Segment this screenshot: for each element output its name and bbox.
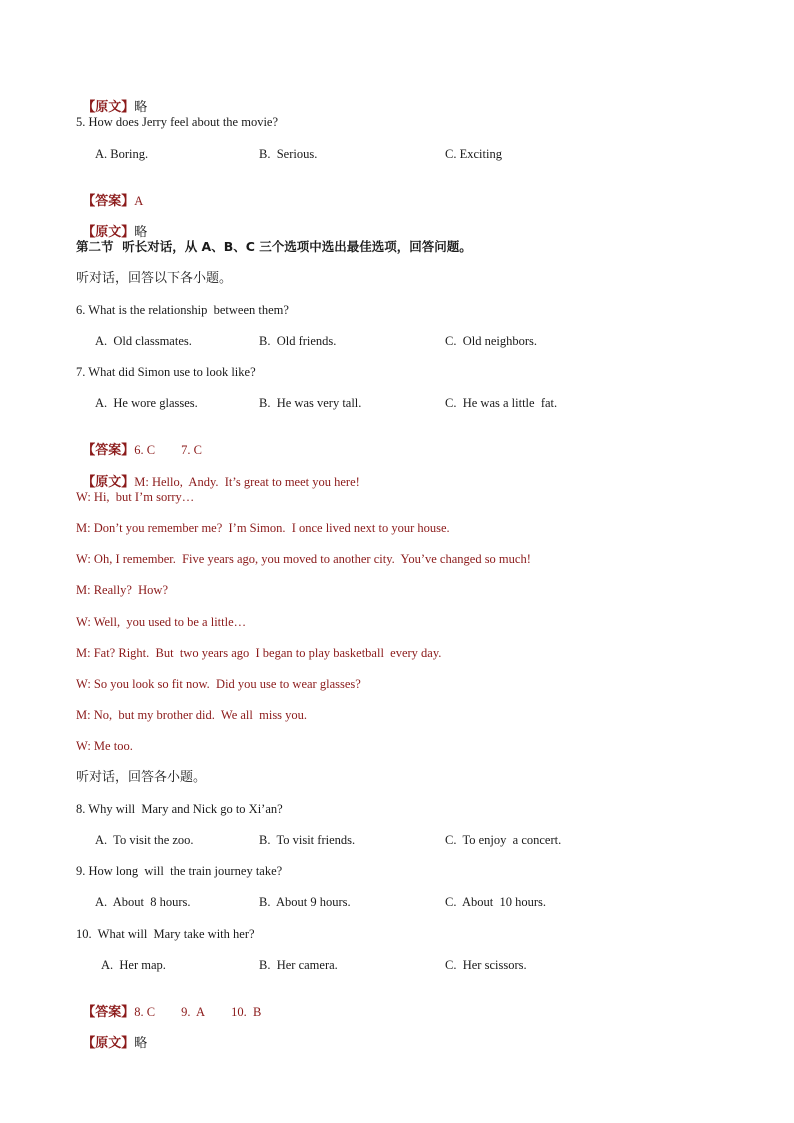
answer-row-6-7 [76,426,202,459]
answer-value: 9. A [181,1005,206,1019]
answer-tag: 【答案】 [82,1005,135,1020]
dialogue-line: M: Don’t you remember me? I’m Simon. I once lived next to your house. [76,521,450,535]
q6-option-c: C. Old neighbors. [445,334,538,348]
dialogue-line: W: Well, you used to be a little… [76,615,247,629]
original-text-row [76,83,147,116]
q7-option-c: C. He was a little fat. [445,396,558,410]
dialogue-line: W: Me too. [76,739,133,753]
original-tag: 【原文】 [82,475,135,490]
answer-tag: 【答案】 [82,443,135,458]
dialogue-line: M: Really? How? [76,583,168,597]
question-7: 7. What did Simon use to look like? [76,365,256,379]
q9-option-c: C. About 10 hours. [445,895,547,909]
original-tag: 【原文】 [82,225,135,240]
q9-option-b: B. About 9 hours. [259,895,351,909]
answer-value: A [134,194,144,208]
original-tag: 【原文】 [82,1036,135,1051]
dialogue-line: M: Fat? Right. But two years ago I began to play basketball every day. [76,646,442,660]
q7-option-a: A. He wore glasses. [95,396,198,410]
section-instruction: 听对话，回答以下各小题。 [76,271,233,286]
q5-option-c: C. Exciting [445,147,502,161]
q6-option-b: B. Old friends. [259,334,337,348]
question-5: 5. How does Jerry feel about the movie? [76,115,279,129]
answer-value: 6. C [134,443,156,457]
answer-value: 10. B [231,1005,262,1019]
dialogue-line: M: No, but my brother did. We all miss you. [76,708,308,722]
q10-option-b: B. Her camera. [259,958,338,972]
question-6: 6. What is the relationship between them? [76,303,289,317]
original-tag: 【原文】 [82,100,135,115]
answer-row-8-10 [76,988,261,1021]
original-text: 略 [134,100,148,115]
answer-row-5 [76,177,143,210]
q9-option-a: A. About 8 hours. [95,895,191,909]
original-text: 略 [134,1036,148,1051]
dialogue-line [76,458,360,491]
q8-option-c: C. To enjoy a concert. [445,833,562,847]
question-10: 10. What will Mary take with her? [76,927,255,941]
original-text-row [76,1019,147,1052]
q7-option-b: B. He was very tall. [259,396,362,410]
dialogue-line: W: Oh, I remember. Five years ago, you moved to another city. You’ve changed so much! [76,552,531,566]
original-text-row [76,208,147,241]
answer-value: 8. C [134,1005,156,1019]
section-heading: 第二节 听长对话，从 A、B、C 三个选项中选出最佳选项，回答问题。 [76,239,472,254]
q10-option-a: A. Her map. [101,958,166,972]
q8-option-b: B. To visit friends. [259,833,356,847]
question-8: 8. Why will Mary and Nick go to Xi’an? [76,802,283,816]
q5-option-b: B. Serious. [259,147,318,161]
original-text: 略 [134,225,148,240]
q5-option-a: A. Boring. [95,147,149,161]
dialogue-line: W: Hi, but I’m sorry… [76,490,195,504]
answer-value: 7. C [181,443,202,457]
q8-option-a: A. To visit the zoo. [95,833,194,847]
answer-tag: 【答案】 [82,194,135,209]
dialogue-text: M: Hello, Andy. It’s great to meet you here! [134,475,360,489]
dialogue-line: W: So you look so fit now. Did you use to wear glasses? [76,677,361,691]
q6-option-a: A. Old classmates. [95,334,192,348]
question-9: 9. How long will the train journey take? [76,864,283,878]
q10-option-c: C. Her scissors. [445,958,527,972]
section-instruction: 听对话，回答各小题。 [76,770,207,785]
